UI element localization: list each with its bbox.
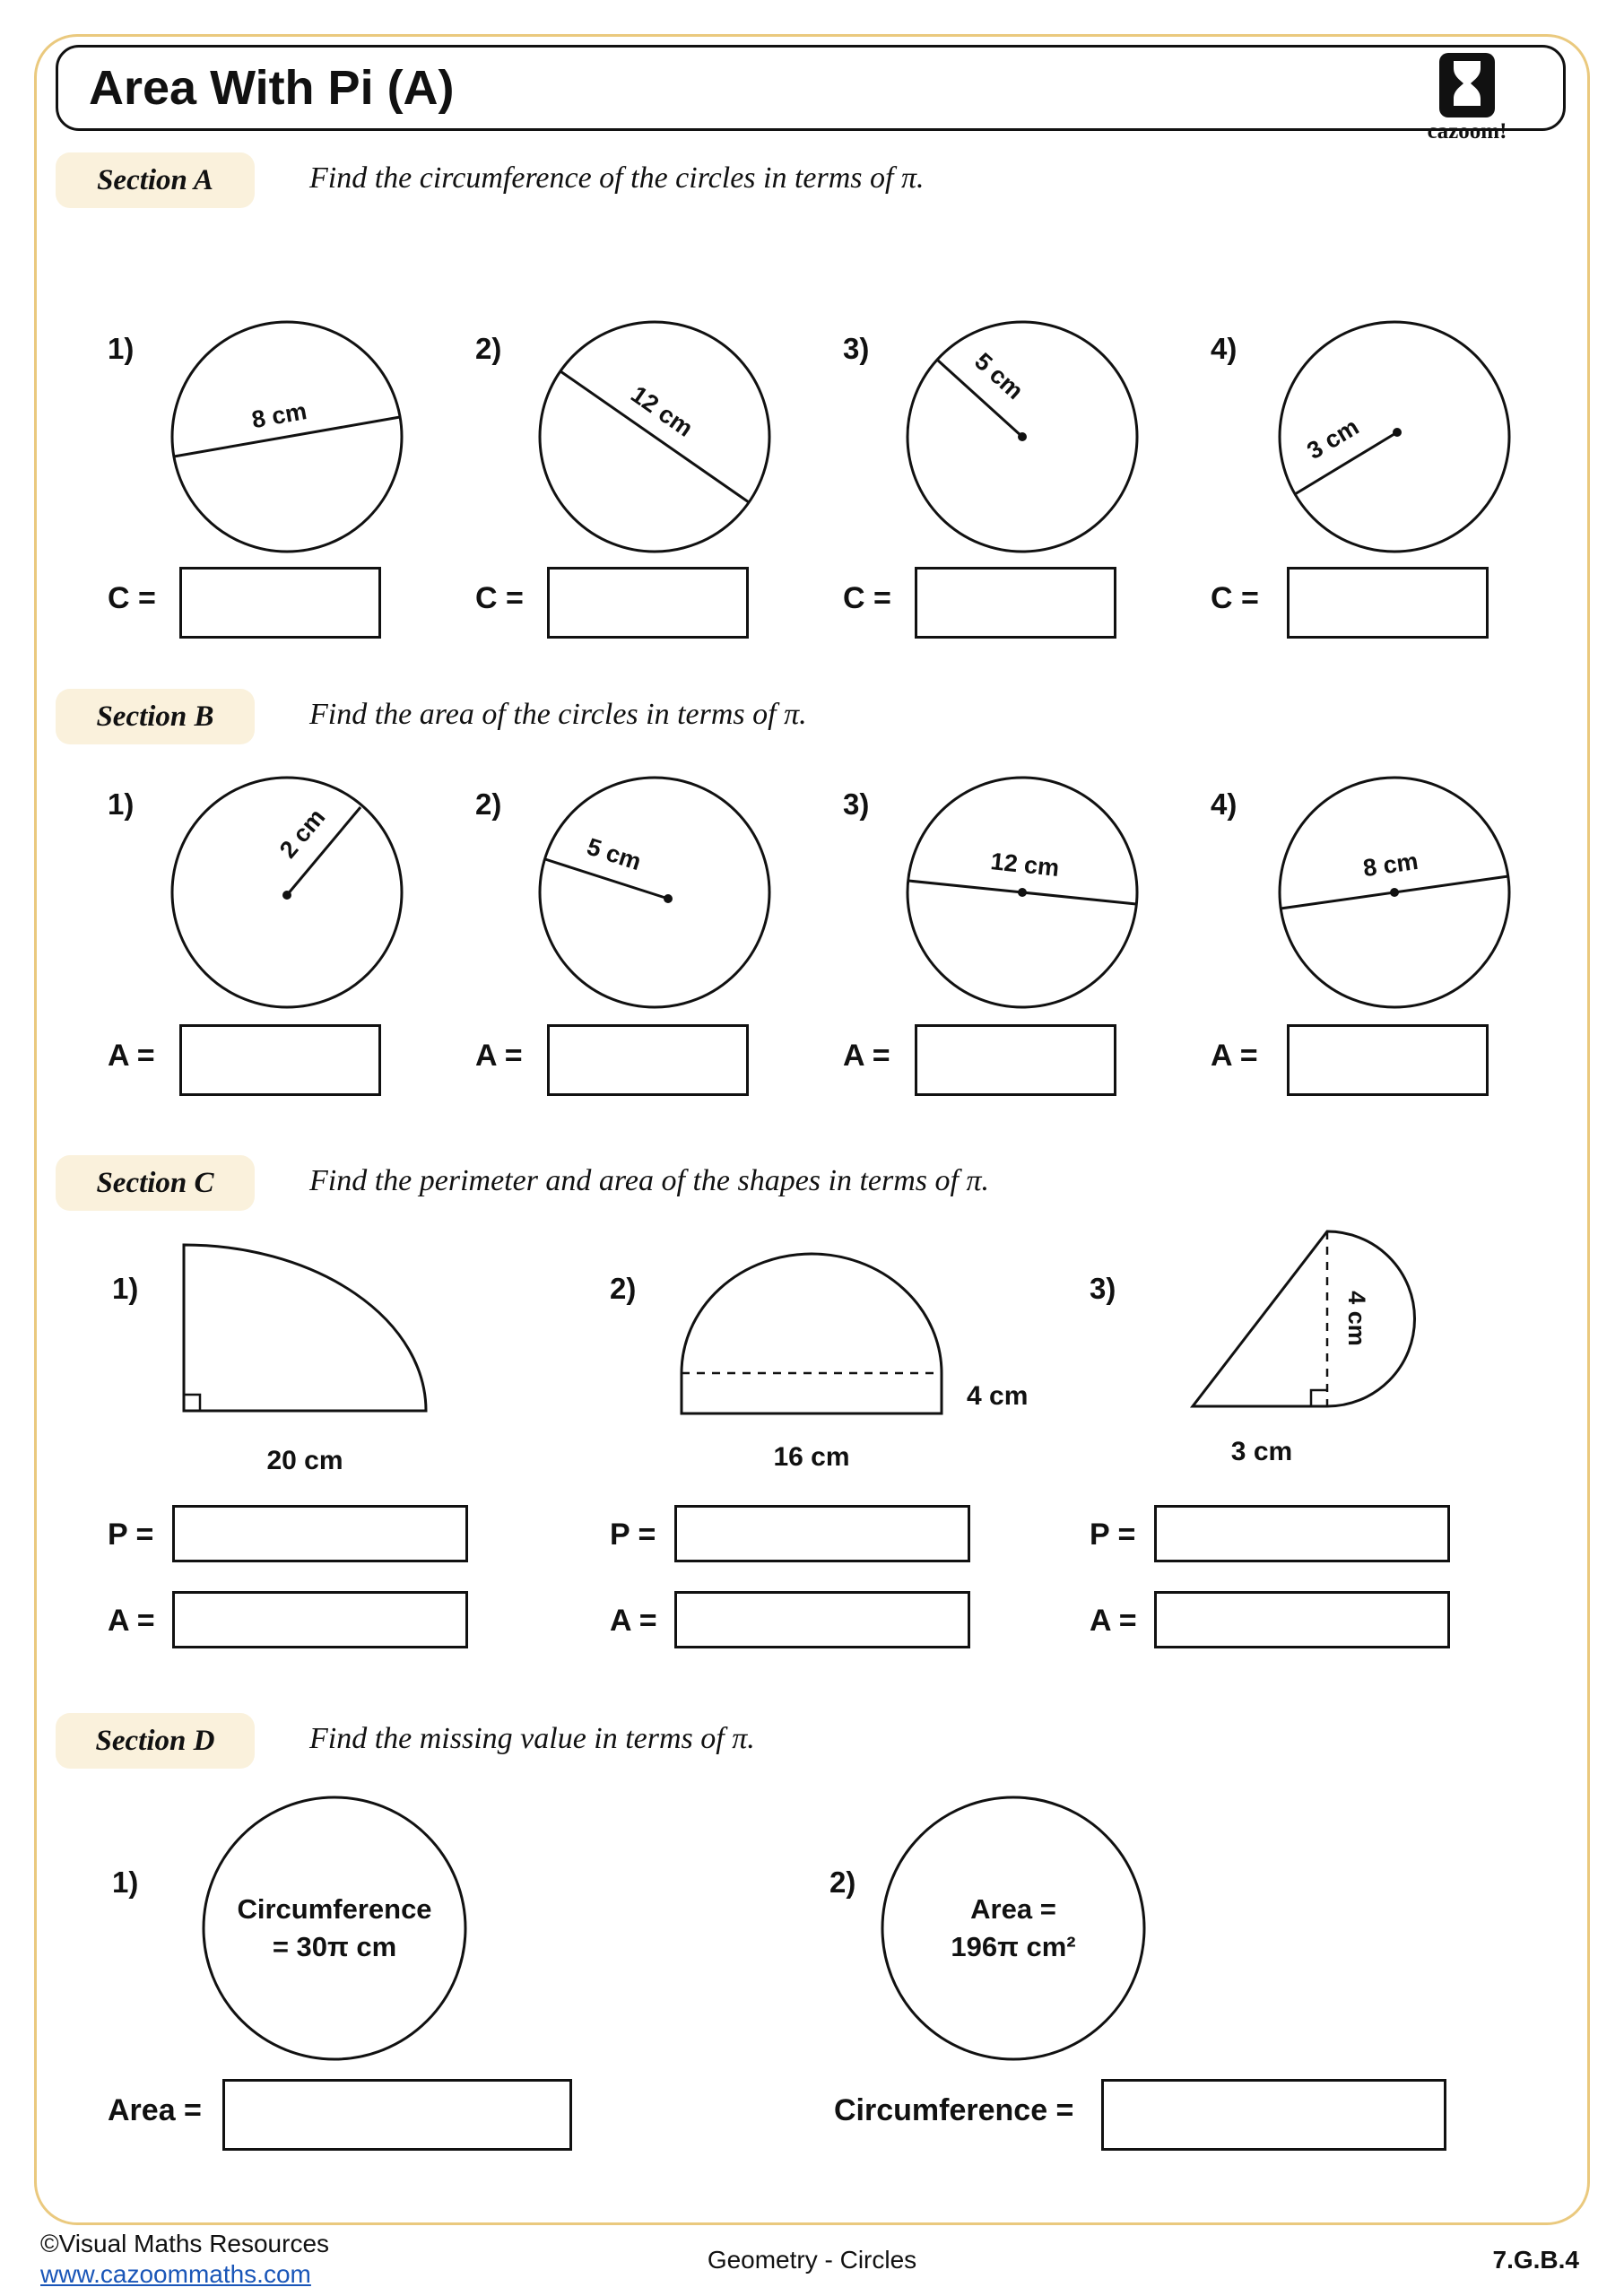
perimeter-label: P = [610, 1518, 656, 1552]
circle-text [195, 1789, 473, 2067]
base-measure-label: 3 cm [1230, 1437, 1293, 1466]
base-measure-label: 20 cm [266, 1446, 343, 1475]
section-d-instruction: Find the missing value in terms of π. [309, 1722, 755, 1755]
section-b-label: Section B [56, 689, 255, 744]
title-box [56, 45, 1566, 131]
answer-label: A = [1211, 1039, 1258, 1073]
answer-label: A = [108, 1039, 155, 1073]
answer-box[interactable] [1287, 1024, 1489, 1096]
section-b-instruction: Find the area of the circles in terms of π. [309, 698, 807, 731]
quarter-circle-figure [170, 1236, 439, 1438]
answer-box[interactable] [674, 1505, 970, 1562]
measure-label: 5 cm [583, 832, 645, 876]
question-number: 4) [1211, 332, 1238, 365]
circle-figure-b4 [1273, 771, 1515, 1013]
section-a-instruction: Find the circumference of the circles in terms of π. [309, 161, 925, 195]
measure-label: 2 cm [274, 803, 331, 864]
section-a-label: Section A [56, 152, 255, 208]
question-number: 1) [108, 332, 135, 365]
question-number: 3) [843, 332, 870, 365]
semicircle-figure [668, 1240, 955, 1424]
cazoom-logo-text: cazoom! [1427, 119, 1507, 144]
center-dot [1390, 888, 1399, 897]
quarter-circle-outline [184, 1245, 426, 1411]
answer-box[interactable] [915, 1024, 1116, 1096]
answer-box[interactable] [1287, 567, 1489, 639]
perimeter-label: P = [108, 1518, 154, 1552]
answer-label: C = [475, 581, 524, 615]
answer-label: Circumference = [834, 2093, 1074, 2127]
perimeter-label: P = [1090, 1518, 1136, 1552]
circle-text-line1: Area = [970, 1893, 1056, 1926]
base-measure-label: 16 cm [773, 1442, 850, 1472]
area-label: A = [610, 1604, 657, 1638]
question-number: 2) [475, 332, 502, 365]
question-number: 2) [829, 1866, 856, 1899]
question-number: 3) [843, 787, 870, 821]
area-label: A = [1090, 1604, 1137, 1638]
answer-box[interactable] [172, 1505, 468, 1562]
answer-box[interactable] [1154, 1505, 1450, 1562]
circle-figure-b2 [534, 771, 776, 1013]
question-number: 1) [112, 1272, 139, 1305]
circle-text [874, 1789, 1152, 2067]
center-dot [1018, 888, 1027, 897]
answer-label: C = [108, 581, 156, 615]
answer-label: Area = [108, 2093, 202, 2127]
measure-label: 5 cm [969, 347, 1029, 405]
answer-box[interactable] [222, 2079, 572, 2151]
center-dot [1018, 432, 1027, 441]
section-c-instruction: Find the perimeter and area of the shapes in terms of π. [309, 1164, 990, 1197]
semicircle-outline [682, 1254, 942, 1413]
circle-figure-a2 [534, 316, 776, 558]
answer-label: A = [843, 1039, 890, 1073]
area-label: A = [108, 1604, 155, 1638]
circle-figure-a3 [901, 316, 1143, 558]
section-c-label: Section C [56, 1155, 255, 1211]
footer-url-link[interactable]: www.cazoommaths.com [40, 2260, 311, 2288]
measure-label: 12 cm [989, 848, 1061, 882]
circle-text-line2: = 30π cm [272, 1931, 397, 1962]
measure-label: 3 cm [1302, 413, 1364, 465]
answer-box[interactable] [179, 567, 381, 639]
side-measure-label: 4 cm [967, 1381, 1029, 1411]
measure-label: 8 cm [1361, 847, 1420, 883]
circle-figure-a4 [1273, 316, 1515, 558]
circle-figure-b1 [166, 771, 408, 1013]
circle-figure-a1 [166, 316, 408, 558]
answer-box[interactable] [179, 1024, 381, 1096]
answer-label: A = [475, 1039, 523, 1073]
measure-label: 12 cm [626, 380, 699, 442]
circle-text-line1: Circumference [237, 1893, 432, 1926]
answer-box[interactable] [1154, 1591, 1450, 1648]
answer-box[interactable] [547, 567, 749, 639]
question-number: 3) [1090, 1272, 1116, 1305]
question-number: 2) [610, 1272, 637, 1305]
cazoom-logo-icon [1438, 52, 1496, 118]
answer-box[interactable] [172, 1591, 468, 1648]
answer-label: C = [1211, 581, 1259, 615]
answer-box[interactable] [915, 567, 1116, 639]
footer-copyright: ©Visual Maths Resources [40, 2230, 330, 2257]
measure-label: 8 cm [249, 397, 309, 434]
center-dot [282, 891, 291, 900]
circle-text-line2: 196π cm² [951, 1931, 1076, 1962]
page-title: Area With Pi (A) [89, 61, 455, 115]
answer-box[interactable] [674, 1591, 970, 1648]
triangle-semicircle-figure [1184, 1218, 1435, 1438]
cazoom-logo [1413, 52, 1521, 144]
right-angle-marker [1311, 1390, 1327, 1406]
question-number: 4) [1211, 787, 1238, 821]
footer-standard-code: 7.G.B.4 [1492, 2246, 1579, 2274]
section-d-label: Section D [56, 1713, 255, 1769]
right-angle-marker [184, 1395, 200, 1411]
triangle-semicircle-outline [1193, 1231, 1415, 1406]
circle-figure-b3 [901, 771, 1143, 1013]
circle-outline [540, 778, 769, 1007]
question-number: 1) [112, 1866, 139, 1899]
side-measure-label: 4 cm [1343, 1291, 1370, 1346]
question-number: 1) [108, 787, 135, 821]
center-dot [664, 894, 673, 903]
center-dot [1393, 428, 1402, 437]
answer-label: C = [843, 581, 891, 615]
footer-topic: Geometry - Circles [707, 2246, 917, 2274]
answer-box[interactable] [547, 1024, 749, 1096]
question-number: 2) [475, 787, 502, 821]
answer-box[interactable] [1101, 2079, 1446, 2151]
